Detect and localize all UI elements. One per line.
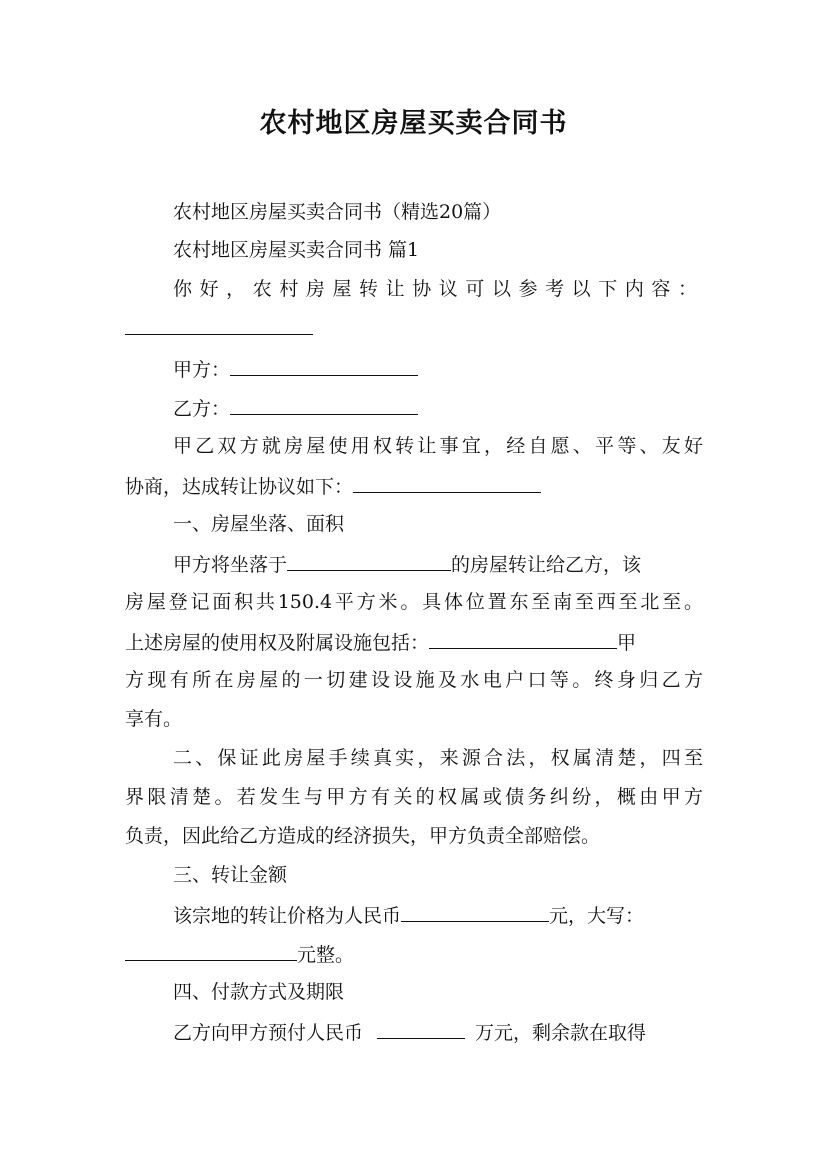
intro-text: 你好，农村房屋转让协议可以参考以下内容： [173,278,703,300]
blank-underline [125,308,313,335]
paragraph-line [173,895,703,933]
subtitle-line [173,193,703,231]
clause-heading-text: 一、房屋坐落、面积 [173,513,345,535]
paragraph-text: 上述房屋的使用权及附属设施包括： [125,632,430,654]
paragraph-text: 界限清楚。若发生与甲方有关的权属或债务纠纷，概由甲方 [125,786,703,808]
paragraph-line [125,466,703,504]
paragraph-line [173,427,703,465]
paragraph-line [173,739,703,777]
document-title: 农村地区房屋买卖合同书 [259,108,568,139]
subtitle-text: 农村地区房屋买卖合同书（精选20篇） [173,201,502,223]
paragraph-line [125,622,703,660]
paragraph-line [173,1012,703,1050]
party-b-blank [230,388,418,415]
clause-heading-text: 四、付款方式及期限 [173,981,345,1003]
paragraph-text: 元整。 [297,944,355,966]
paragraph-text: 二、保证此房屋手续真实，来源合法，权属清楚，四至 [173,747,703,769]
paragraph-line [125,934,703,972]
intro-line [173,270,703,308]
party-a-line [173,349,703,387]
paragraph-text: 的房屋转让给乙方，该 [451,554,642,576]
paragraph-line [125,661,703,699]
party-a-label: 甲方： [173,359,231,381]
paragraph-text: 万元，剩余款在取得 [475,1022,647,1044]
section-heading [173,231,703,269]
clause-heading-text: 三、转让金额 [173,864,288,886]
paragraph-line [125,583,703,621]
paragraph-text: 该宗地的转让价格为人民币 [173,905,402,927]
paragraph-text: 享有。 [125,708,183,730]
party-b-label: 乙方： [173,398,231,420]
section-heading-text: 农村地区房屋买卖合同书 篇1 [173,239,420,261]
paragraph-text: 乙方向甲方预付人民币 [173,1022,364,1044]
clause-heading-1 [173,505,703,543]
price-words-blank [125,934,297,961]
location-blank [287,544,451,571]
paragraph-text: 方现有所在房屋的一切建设设施及水电户口等。终身归乙方 [125,669,703,691]
paragraph-text: 甲方将坐落于 [173,554,288,576]
paragraph-text: 元，大写： [549,905,645,927]
price-blank [401,895,549,922]
party-b-line [173,388,703,426]
paragraph-line [125,778,703,816]
paragraph-text: 房屋登记面积共150.4平方米。具体位置东至南至西至北至。 [125,591,703,613]
paragraph-line [125,817,703,855]
paragraph-line [173,544,703,582]
paragraph-text: 甲乙双方就房屋使用权转让事宜，经自愿、平等、友好 [173,435,703,457]
paragraph-text: 协商，达成转让协议如下： [125,476,354,498]
paragraph-line [125,700,703,738]
facilities-blank [429,622,617,649]
paragraph-text: 负责，因此给乙方造成的经济损失，甲方负责全部赔偿。 [125,825,601,847]
party-a-blank [230,349,418,376]
intro-blank-line [125,308,703,346]
prepayment-blank [377,1012,465,1039]
clause-heading-3 [173,856,703,894]
paragraph-text: 甲 [617,632,637,654]
agreement-blank [353,466,541,493]
clause-heading-4 [173,973,703,1011]
